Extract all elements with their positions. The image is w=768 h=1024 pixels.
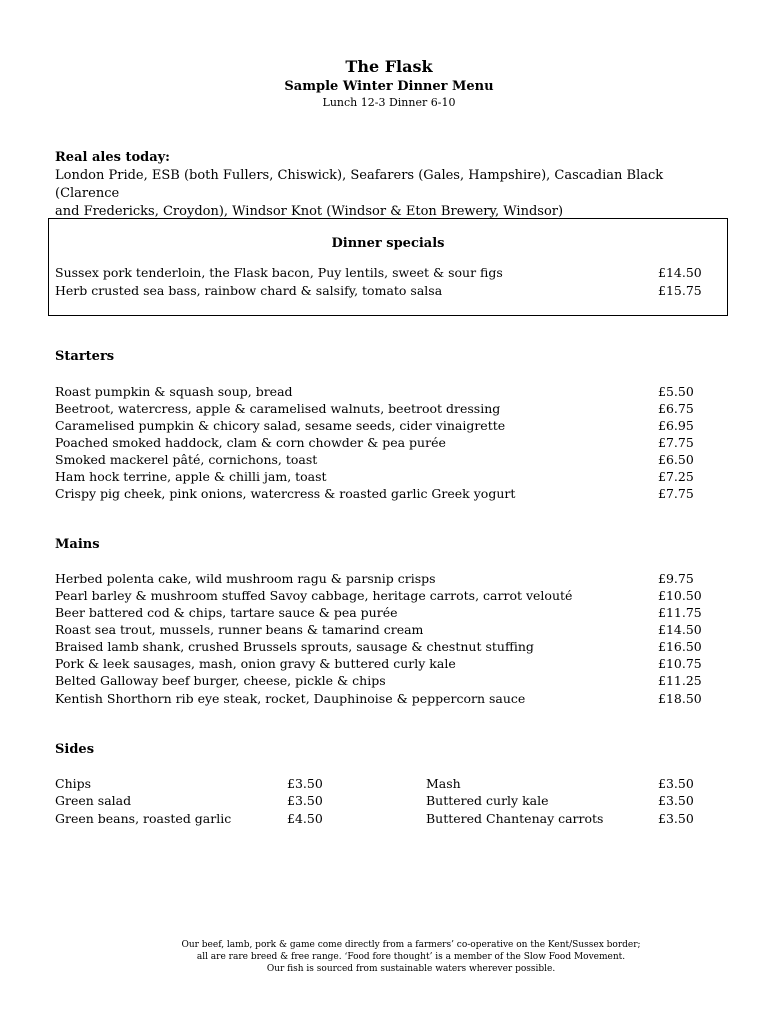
- item-price: £10.50: [658, 588, 702, 603]
- ales-line: London Pride, ESB (both Fullers, Chiswick), Seafarers (Gales, Hampshire), Cascadian Black (Clarence: [55, 168, 664, 201]
- menu-subtitle: Sample Winter Dinner Menu: [284, 79, 494, 94]
- sourcing-note: [0, 939, 768, 975]
- item-price: £6.50: [658, 452, 694, 467]
- item-name: Beer battered cod & chips, tartare sauce & pea purée: [55, 605, 398, 620]
- item-name: Buttered Chantenay carrots: [426, 811, 604, 826]
- item-price: £15.75: [658, 283, 702, 298]
- footer-line: Our beef, lamb, pork & game come directly from a farmers’ co-operative on the Kent/Sussex border;: [181, 940, 641, 950]
- item-name: Roast pumpkin & squash soup, bread: [55, 384, 293, 399]
- item-price: £14.50: [658, 265, 702, 280]
- item-price: £4.50: [287, 811, 323, 826]
- starters-heading: Starters: [55, 349, 115, 364]
- item-name: Buttered curly kale: [426, 793, 549, 808]
- ales-line: and Fredericks, Croydon), Windsor Knot (Windsor & Eton Brewery, Windsor): [55, 204, 564, 219]
- item-name: Green beans, roasted garlic: [55, 811, 232, 826]
- item-name: Braised lamb shank, crushed Brussels sprouts, sausage & chestnut stuffing: [55, 639, 534, 654]
- mains-heading: Mains: [55, 537, 100, 552]
- item-name: Caramelised pumpkin & chicory salad, sesame seeds, cider vinaigrette: [55, 418, 506, 433]
- item-price: £3.50: [287, 776, 323, 791]
- item-price: £3.50: [287, 793, 323, 808]
- item-name: Herbed polenta cake, wild mushroom ragu & parsnip crisps: [55, 571, 436, 586]
- item-name: Pearl barley & mushroom stuffed Savoy cabbage, heritage carrots, carrot velouté: [55, 588, 573, 603]
- item-name: Roast sea trout, mussels, runner beans & tamarind cream: [55, 622, 424, 637]
- item-price: £6.75: [658, 401, 694, 416]
- item-name: Chips: [55, 776, 92, 791]
- item-price: £11.75: [658, 605, 702, 620]
- item-price: £16.50: [658, 639, 702, 654]
- item-price: £5.50: [658, 384, 694, 399]
- opening-hours: Lunch 12-3 Dinner 6-10: [322, 96, 456, 109]
- sides-heading: Sides: [55, 742, 95, 757]
- item-name: Crispy pig cheek, pink onions, watercress & roasted garlic Greek yogurt: [55, 486, 516, 501]
- item-name: Herb crusted sea bass, rainbow chard & salsify, tomato salsa: [55, 283, 443, 298]
- item-name: Ham hock terrine, apple & chilli jam, toast: [55, 469, 327, 484]
- item-price: £10.75: [658, 656, 702, 671]
- item-name: Poached smoked haddock, clam & corn chowder & pea purée: [55, 435, 446, 450]
- item-name: Kentish Shorthorn rib eye steak, rocket, Dauphinoise & peppercorn sauce: [55, 691, 526, 706]
- item-price: £3.50: [658, 793, 694, 808]
- item-price: £3.50: [658, 811, 694, 826]
- footer-line: Our fish is sourced from sustainable waters wherever possible.: [266, 964, 556, 974]
- item-price: £6.95: [658, 418, 694, 433]
- item-name: Green salad: [55, 793, 132, 808]
- specials-heading: Dinner specials: [331, 236, 445, 251]
- item-name: Pork & leek sausages, mash, onion gravy & buttered curly kale: [55, 656, 456, 671]
- item-price: £7.25: [658, 469, 694, 484]
- item-price: £9.75: [658, 571, 694, 586]
- item-name: Mash: [426, 776, 461, 791]
- ales-heading: Real ales today:: [55, 150, 170, 165]
- footer-line: all are rare breed & free range. ‘Food fore thought’ is a member of the Slow Food Movement.: [196, 952, 626, 962]
- item-price: £14.50: [658, 622, 702, 637]
- menu-title: The Flask: [345, 57, 433, 76]
- item-price: £11.25: [658, 673, 702, 688]
- item-name: Beetroot, watercress, apple & caramelised walnuts, beetroot dressing: [55, 401, 501, 416]
- item-name: Sussex pork tenderloin, the Flask bacon, Puy lentils, sweet & sour figs: [55, 265, 503, 280]
- item-price: £3.50: [658, 776, 694, 791]
- item-price: £18.50: [658, 691, 702, 706]
- item-price: £7.75: [658, 435, 694, 450]
- item-name: Smoked mackerel pâté, cornichons, toast: [55, 452, 318, 467]
- item-name: Belted Galloway beef burger, cheese, pickle & chips: [55, 673, 386, 688]
- item-price: £7.75: [658, 486, 694, 501]
- ales-list: [55, 167, 725, 221]
